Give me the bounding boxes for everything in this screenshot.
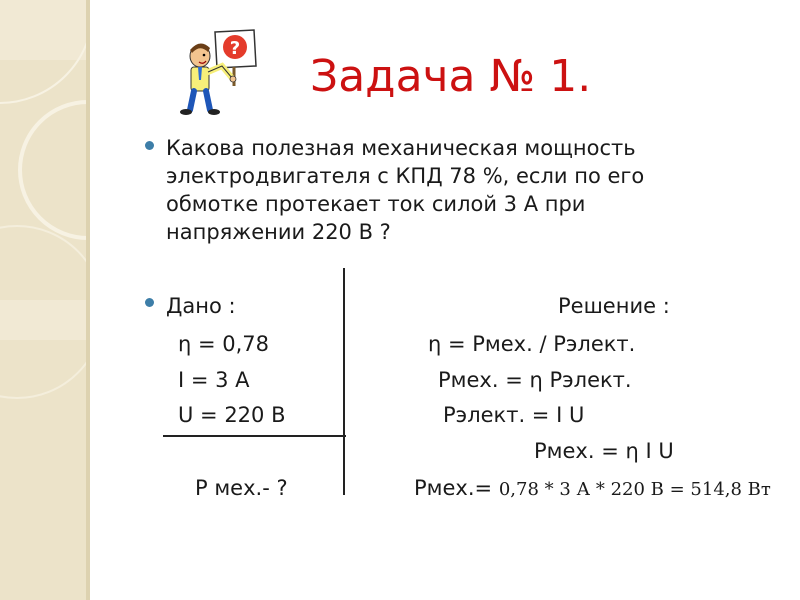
result-prefix: Рмех.= (414, 476, 499, 500)
decorative-ring (0, 225, 90, 399)
problem-line: электродвигателя с КПД 78 %, если по его (166, 164, 645, 188)
problem-line: обмотке протекает ток силой 3 А при (166, 192, 586, 216)
given-efficiency: η = 0,78 (178, 332, 270, 356)
divider-horizontal (163, 435, 346, 437)
solution-result (414, 475, 771, 503)
bullet-icon (145, 298, 154, 307)
solution-formula: η = Рмех. / Рэлект. (428, 332, 636, 356)
slide-title: Задача № 1. (310, 51, 592, 102)
result-value: 0,78 * 3 А * 220 В = 514,8 Вт (498, 479, 771, 500)
divider-vertical (343, 268, 345, 495)
solution-formula: Рэлект. = I U (443, 403, 585, 427)
problem-line: напряжении 220 В ? (166, 220, 391, 244)
given-voltage: U = 220 В (178, 403, 286, 427)
solution-formula: Рмех. = η Рэлект. (438, 368, 632, 392)
decorative-ring (0, 0, 90, 104)
given-current: I = 3 А (178, 368, 250, 392)
unknown-quantity: Р мех.- ? (195, 476, 288, 500)
person-holding-question-sign-icon (170, 28, 260, 118)
decorative-sidebar (0, 0, 90, 600)
svg-text:?: ? (229, 38, 241, 59)
solution-label: Решение : (558, 294, 670, 318)
decorative-ring (18, 100, 90, 240)
problem-statement (166, 134, 766, 246)
given-label: Дано : (166, 294, 236, 318)
problem-line: Какова полезная механическая мощность (166, 136, 636, 160)
solution-formula: Рмех. = η I U (534, 439, 674, 463)
bullet-icon (145, 141, 154, 150)
